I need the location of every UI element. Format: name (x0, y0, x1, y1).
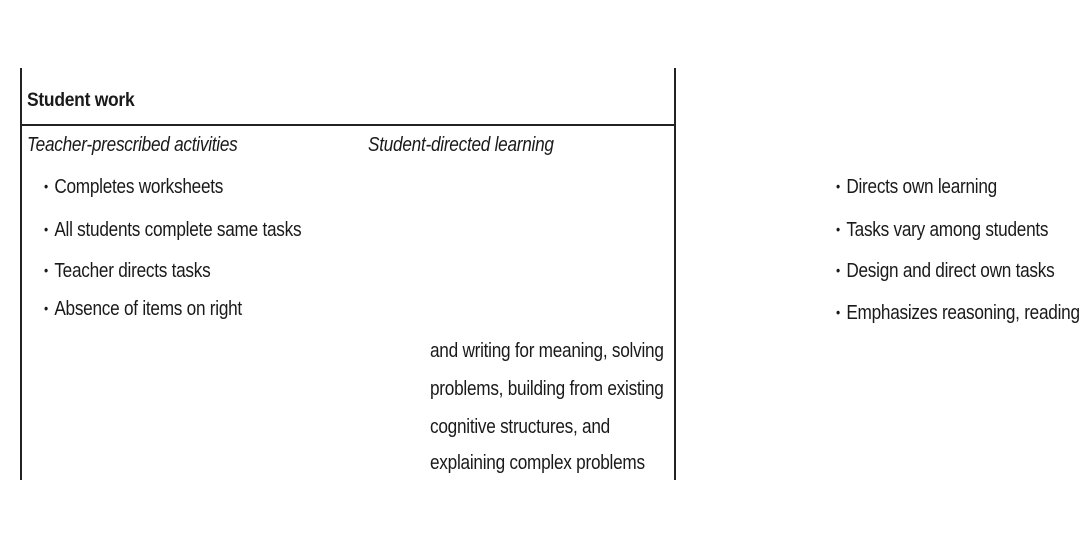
list-item: • Absence of items on right (44, 298, 242, 320)
section-title: Student work (27, 90, 135, 111)
list-item: • Directs own learning (836, 176, 997, 198)
bullet-icon: • (836, 178, 840, 194)
bullet-icon: • (44, 300, 48, 316)
left-column-heading: Teacher-prescribed activities (27, 134, 238, 156)
bullet-icon: • (44, 262, 48, 278)
list-item: • Design and direct own tasks (836, 260, 1055, 282)
bullet-icon: • (836, 221, 840, 237)
bullet-icon: • (836, 304, 840, 320)
list-item-continuation: and writing for meaning, solving (430, 340, 664, 362)
list-item-continuation: problems, building from existing (430, 378, 664, 400)
right-column-heading: Student-directed learning (368, 134, 554, 156)
bullet-icon: • (44, 178, 48, 194)
list-item: • Tasks vary among students (836, 219, 1049, 241)
list-item: • All students complete same tasks (44, 219, 302, 241)
list-item-continuation: cognitive structures, and (430, 416, 610, 438)
list-item: • Teacher directs tasks (44, 260, 211, 282)
list-item: • Emphasizes reasoning, reading (836, 302, 1080, 324)
list-item-continuation: explaining complex problems (430, 452, 645, 474)
bullet-icon: • (44, 221, 48, 237)
bullet-icon: • (836, 262, 840, 278)
header-divider (22, 124, 674, 126)
list-item: • Completes worksheets (44, 176, 224, 198)
